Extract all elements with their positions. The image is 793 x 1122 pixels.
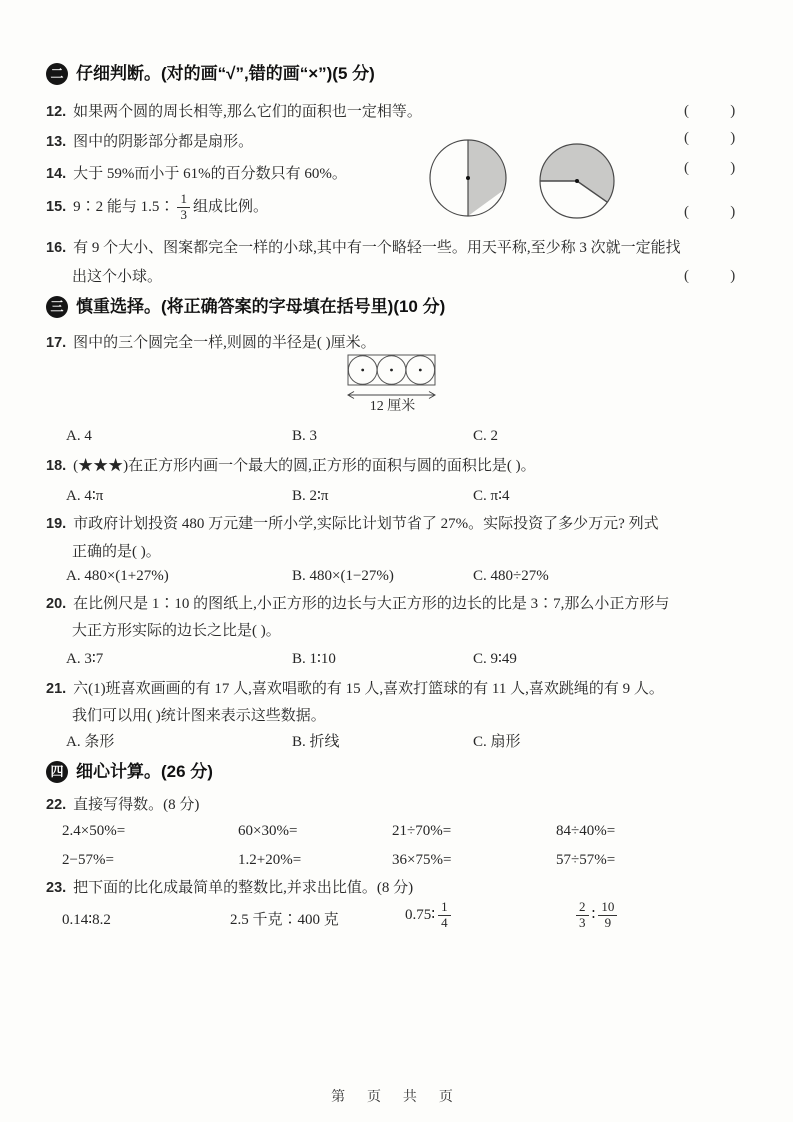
option-18-b: B. 2∶π	[292, 488, 329, 504]
section-calc-title: 细心计算。(26 分)	[76, 762, 213, 781]
section-calc-header	[46, 761, 213, 783]
question-12-number: 12.	[46, 104, 67, 120]
question-19-number: 19.	[46, 516, 67, 532]
option-20-b: B. 1∶10	[292, 651, 336, 667]
shaded-circles-figure	[425, 136, 645, 226]
question-18-number: 18.	[46, 458, 67, 474]
question-20-number: 20.	[46, 596, 67, 612]
option-21-c: C. 扇形	[473, 734, 521, 750]
calc-item: 21÷70%=	[392, 823, 452, 839]
question-21-line1: 六(1)班喜欢画画的有 17 人,喜欢唱歌的有 15 人,喜欢打篮球的有 11 人,喜欢跳绳的有 9 人。	[73, 681, 664, 697]
section-judge-title: 仔细判断。(对的画“√”,错的画“×”)(5 分)	[76, 64, 375, 83]
ratio-item-2: 2.5 千克∶400 克	[230, 912, 339, 928]
ratio-item-4	[573, 900, 620, 931]
answer-bracket-14: ( )	[684, 160, 736, 176]
question-15-number: 15.	[46, 199, 67, 216]
question-19	[46, 514, 659, 534]
question-14-number: 14.	[46, 166, 67, 182]
answer-bracket-15: ( )	[684, 204, 736, 220]
answer-bracket-12: ( )	[684, 103, 736, 119]
question-17-number: 17.	[46, 335, 67, 351]
option-21-b: B. 折线	[292, 734, 340, 750]
question-16-number: 16.	[46, 240, 67, 256]
question-18-text: (★★★)在正方形内画一个最大的圆,正方形的面积与圆的面积比是( )。	[73, 458, 536, 474]
question-19-line2: 正确的是( )。	[72, 544, 161, 560]
option-17-b: B. 3	[292, 428, 318, 444]
question-16-line1: 有 9 个大小、图案都完全一样的小球,其中有一个略轻一些。用天平称,至少称 3 次就一定能找	[73, 240, 681, 256]
figure-dimension-label: 12 厘米	[369, 399, 416, 414]
option-19-b: B. 480×(1−27%)	[292, 568, 394, 584]
calc-item: 2.4×50%=	[62, 823, 126, 839]
question-14-text: 大于 59%而小于 61%的百分数只有 60%。	[73, 166, 347, 182]
question-23-number: 23.	[46, 880, 67, 896]
option-18-c: C. π∶4	[473, 488, 510, 504]
question-12-text: 如果两个圆的周长相等,那么它们的面积也一定相等。	[73, 104, 422, 120]
question-22-text: 直接写得数。(8 分)	[73, 797, 200, 813]
question-15	[46, 192, 268, 223]
question-22	[46, 795, 199, 815]
option-20-a: A. 3∶7	[66, 651, 104, 667]
fraction-one-third: $\frac{1}{3}$	[177, 192, 190, 223]
fraction-one-quarter: $\frac{1}{4}$	[438, 900, 451, 931]
ratio-item-1: 0.14∶8.2	[62, 912, 111, 928]
answer-bracket-16: ( )	[684, 268, 736, 284]
ratio-item-3	[405, 900, 454, 931]
ratio-separator: ∶	[591, 907, 596, 924]
section-choice-title: 慎重选择。(将正确答案的字母填在括号里)(10 分)	[76, 297, 446, 316]
question-15-text-post: 组成比例。	[192, 199, 268, 216]
question-18	[46, 456, 536, 476]
question-20-line2: 大正方形实际的边长之比是( )。	[72, 623, 281, 639]
section-choice-header	[46, 296, 445, 318]
question-20	[46, 594, 669, 614]
question-14	[46, 164, 347, 184]
calc-item: 57÷57%=	[556, 852, 616, 868]
question-13-number: 13.	[46, 134, 67, 150]
option-21-a: A. 条形	[66, 734, 115, 750]
section-judge-header	[46, 63, 375, 85]
fraction-ten-ninths: $\frac{10}{9}$	[598, 900, 617, 931]
three-circles-rectangle-figure	[345, 352, 445, 402]
question-17-text: 图中的三个圆完全一样,则圆的半径是( )厘米。	[73, 335, 376, 351]
question-21	[46, 679, 664, 699]
question-15-text-pre: 9∶2 能与 1.5∶	[73, 199, 175, 216]
answer-bracket-13: ( )	[684, 130, 736, 146]
option-17-c: C. 2	[473, 428, 499, 444]
question-21-line2: 我们可以用( )统计图来表示这些数据。	[72, 708, 326, 724]
calc-item: 1.2+20%=	[238, 852, 302, 868]
section-three-circle-icon: 三	[46, 296, 68, 318]
question-23	[46, 878, 413, 898]
question-21-number: 21.	[46, 681, 67, 697]
section-four-circle-icon: 四	[46, 761, 68, 783]
ratio-item-3-pre: 0.75∶	[405, 907, 436, 924]
question-13-text: 图中的阴影部分都是扇形。	[73, 134, 254, 150]
question-22-number: 22.	[46, 797, 67, 813]
option-19-c: C. 480÷27%	[473, 568, 549, 584]
calc-item: 60×30%=	[238, 823, 298, 839]
option-19-a: A. 480×(1+27%)	[66, 568, 169, 584]
calc-item: 84÷40%=	[556, 823, 616, 839]
calc-item: 2−57%=	[62, 852, 114, 868]
question-16	[46, 238, 681, 258]
question-12	[46, 102, 422, 122]
fraction-two-thirds: $\frac{2}{3}$	[576, 900, 589, 931]
calc-item: 36×75%=	[392, 852, 452, 868]
question-19-line1: 市政府计划投资 480 万元建一所小学,实际比计划节省了 27%。实际投资了多少万元? 列式	[73, 516, 659, 532]
question-17	[46, 333, 376, 353]
section-two-circle-icon: 二	[46, 63, 68, 85]
option-18-a: A. 4∶π	[66, 488, 104, 504]
question-23-text: 把下面的比化成最简单的整数比,并求出比值。(8 分)	[73, 880, 414, 896]
question-13	[46, 132, 253, 152]
option-17-a: A. 4	[66, 428, 92, 444]
option-20-c: C. 9∶49	[473, 651, 517, 667]
question-16-line2: 出这个小球。	[72, 269, 163, 285]
page-footer: 第 页 共 页	[331, 1088, 462, 1104]
question-20-line1: 在比例尺是 1∶10 的图纸上,小正方形的边长与大正方形的边长的比是 3∶7,那么小正方形与	[73, 596, 670, 612]
